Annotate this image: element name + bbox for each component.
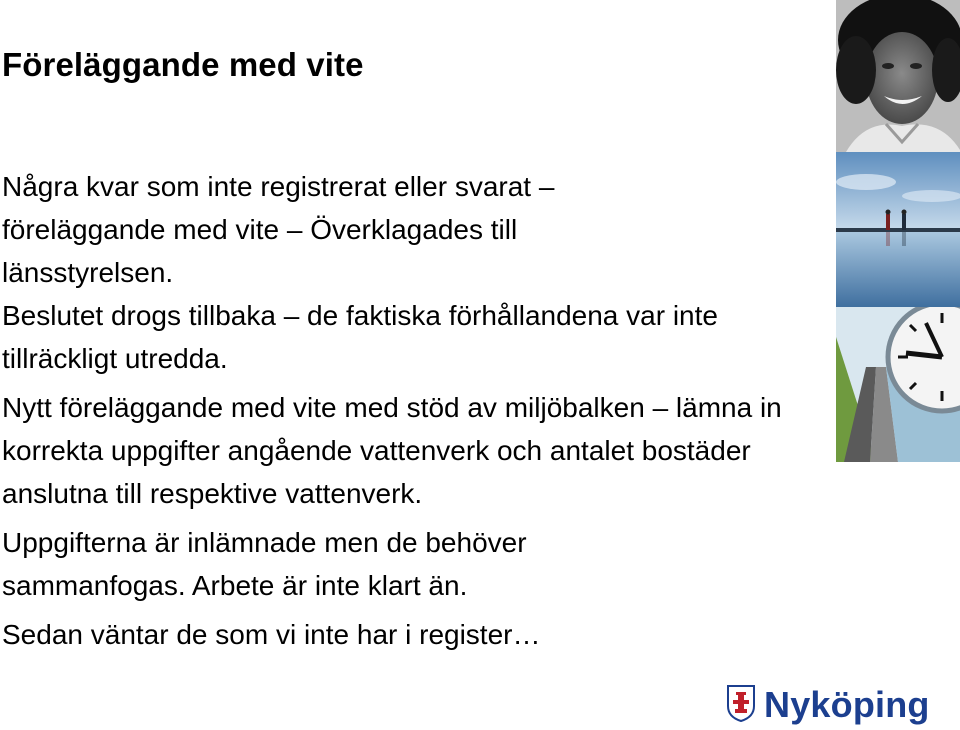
slide-title: Föreläggande med vite	[2, 46, 364, 83]
paragraph-5: Sedan väntar de som vi inte har i register…	[2, 619, 541, 650]
logo-text: Nyköping	[764, 684, 930, 725]
photo-strip	[836, 0, 960, 462]
ice-skaters-photo	[836, 152, 960, 307]
clock-railway-photo	[836, 307, 960, 462]
slide-body	[2, 165, 822, 656]
paragraph-2: Beslutet drogs tillbaka – de faktiska förhållandena var inte tillräckligt utredda.	[2, 300, 718, 374]
paragraph-4: Uppgifterna är inlämnade men de behöver sammanfogas. Arbete är inte klart än.	[2, 527, 527, 601]
crest-icon	[726, 684, 756, 727]
paragraph-3: Nytt föreläggande med vite med stöd av miljöbalken – lämna in korrekta uppgifter angående vattenverk och antalet bostäder anslutna till respektive vattenverk.	[2, 392, 782, 509]
portrait-photo	[836, 0, 960, 152]
nykoping-logo	[726, 684, 930, 726]
paragraph-1: Några kvar som inte registrerat eller svarat – föreläggande med vite – Överklagades till länsstyrelsen.	[2, 171, 555, 288]
